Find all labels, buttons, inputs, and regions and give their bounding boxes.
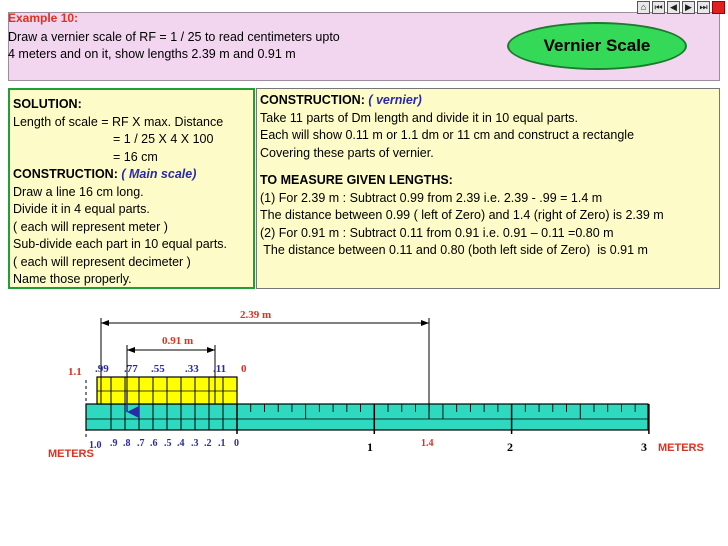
main-step-2: Divide it in 4 equal parts. [13,202,150,216]
vernier-label-99: .99 [95,363,109,375]
last-page-icon[interactable]: ⏭ [697,1,710,14]
main-label-3: .3 [191,438,199,449]
main-label-7: .7 [137,438,145,449]
measure-line-2: The distance between 0.99 ( left of Zero) and 1.4 (right of Zero) is 2.39 m [260,208,664,222]
main-step-3: ( each will represent meter ) [13,219,168,234]
main-label-1-0: 1.0 [89,440,102,451]
mark-1-4: 1.4 [421,438,434,449]
measure-line-4: The distance between 0.11 and 0.80 (both left side of Zero) is 0.91 m [260,243,648,257]
vernier-line-1: Take 11 parts of Dm length and divide it in 10 equal parts. [260,110,579,125]
solution-line-3: = 16 cm [113,149,158,164]
solution-heading: SOLUTION: [13,97,82,111]
construction-sub: ( Main scale) [121,167,197,181]
dimension-label-091: 0.91 m [162,335,194,347]
next-page-icon[interactable]: ▶ [682,1,695,14]
main-label-6: .6 [150,438,158,449]
topic-badge: Vernier Scale [507,22,687,70]
vernier-label-33: .33 [185,363,199,375]
vernier-line-3: Covering these parts of vernier. [260,145,434,160]
prev-page-icon[interactable]: ◀ [667,1,680,14]
example-title: Example 10: [8,11,79,25]
meters-label-right: METERS [658,442,704,454]
main-step-6: Name those properly. [13,272,132,286]
main-label-2: .2 [204,438,212,449]
main-label-9: .9 [110,438,118,449]
main-label-8: .8 [123,438,131,449]
main-step-1: Draw a line 16 cm long. [13,184,144,199]
main-scale-bar [86,404,648,430]
vernier-label: CONSTRUCTION: [260,93,365,107]
meters-label-left: METERS [48,448,94,460]
meter-label-2: 2 [507,440,513,454]
measure-line-1: (1) For 2.39 m : Subtract 0.99 from 2.39 i.e. 2.39 - .99 = 1.4 m [260,190,603,205]
construction-label: CONSTRUCTION: [13,167,118,181]
vernier-line-2: Each will show 0.11 m or 1.1 dm or 11 cm and construct a rectangle [260,128,635,142]
solution-line-1: Length of scale = RF X max. Distance [13,114,224,129]
main-label-1: .1 [218,438,226,449]
vernier-label-1-1: 1.1 [68,366,82,378]
problem-line-2: 4 meters and on it, show lengths 2.39 m and 0.91 m [8,47,296,61]
home-icon[interactable]: ⌂ [637,1,650,14]
meter-label-1: 1 [367,440,373,454]
problem-line-1: Draw a vernier scale of RF = 1 / 25 to read centimeters upto [8,30,340,44]
main-step-4: Sub-divide each part in 10 equal parts. [13,237,228,251]
main-label-0: 0 [234,438,239,449]
measure-line-3: (2) For 0.91 m : Subtract 0.11 from 0.91 i.e. 0.91 – 0.11 =0.80 m [260,225,614,240]
vernier-label-55: .55 [151,363,165,375]
main-step-5: ( each will represent decimeter ) [13,254,191,269]
measure-heading: TO MEASURE GIVEN LENGTHS: [260,173,453,187]
main-label-5: .5 [164,438,172,449]
meter-label-3: 3 [641,440,647,454]
first-page-icon[interactable]: ⏮ [652,1,665,14]
vernier-label-11: .11 [213,363,227,375]
solution-line-2: = 1 / 25 X 4 X 100 [113,132,214,146]
dimension-label-239: 2.39 m [240,309,272,321]
main-label-4: .4 [177,438,185,449]
vernier-label-77: .77 [124,363,138,375]
vernier-label-0: 0 [241,363,247,375]
vernier-sub: ( vernier) [368,93,422,107]
